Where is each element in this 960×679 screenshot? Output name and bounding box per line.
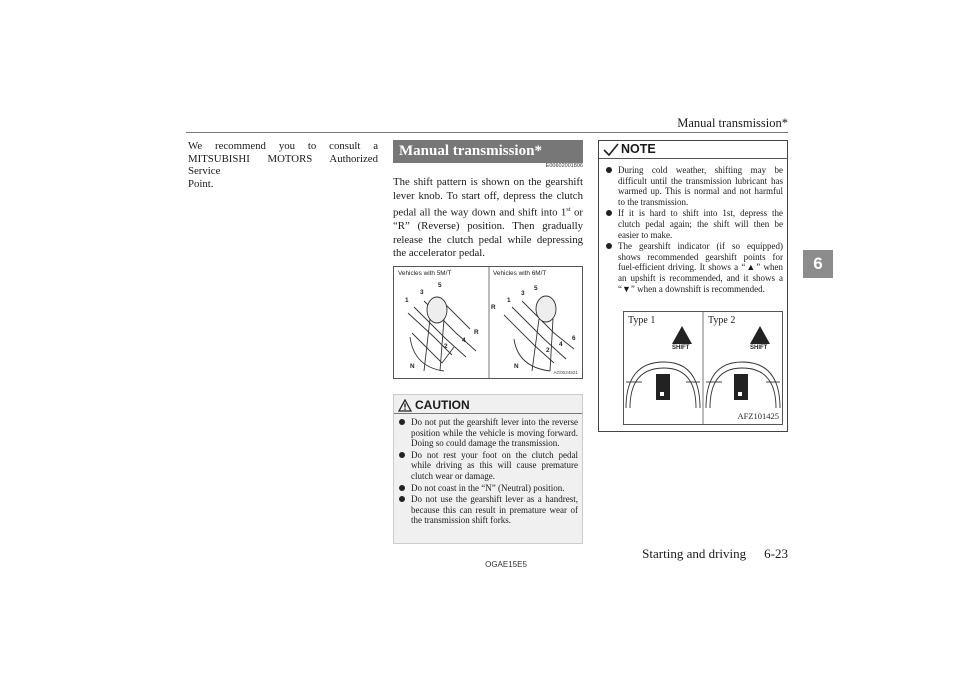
gear-6mt-1: 1 xyxy=(507,297,511,304)
note-header xyxy=(599,141,787,159)
gear-6mt-r: R xyxy=(491,304,496,311)
gear-5mt-n: N xyxy=(410,363,415,370)
header-rule xyxy=(186,132,788,133)
gear-6mt-4: 4 xyxy=(559,341,563,348)
note-item: The gearshift indicator (if so equipped) shows recommended gearshift points for fuel-efficient driving. It shows a “▲” when an upshift is recommended, and it shows a “▼” when a downshift is recommended. xyxy=(605,241,783,294)
caution-item: Do not rest your foot on the clutch pedal while driving as this will cause premature clutch wear or damage. xyxy=(398,450,578,482)
running-head-title: Manual transmission* xyxy=(677,116,788,130)
bullet-icon xyxy=(606,210,612,216)
warning-triangle-icon xyxy=(398,399,412,412)
gear-6mt-6: 6 xyxy=(572,335,576,342)
figure-label-5mt: Vehicles with 5M/T xyxy=(398,270,452,277)
footer-page-info xyxy=(600,546,788,562)
note-box xyxy=(598,140,788,432)
gear-6mt-2: 2 xyxy=(546,347,550,354)
note-check-icon xyxy=(603,143,619,157)
section-code: E00602001806 xyxy=(545,163,583,169)
gear-5mt-4: 4 xyxy=(462,337,466,344)
type1-label: Type 1 xyxy=(628,315,656,326)
figure-code: AG0024521 xyxy=(553,370,578,375)
type1-shift-label: SHIFT xyxy=(672,345,690,351)
caution-divider xyxy=(394,413,582,414)
note-figure-code: AFZ101425 xyxy=(737,411,779,421)
bullet-icon xyxy=(606,243,612,249)
section-body-part1: The shift pattern is shown on the gearshift lever knob. To start off, depress the clutch pedal all the way down and shift into 1 xyxy=(393,176,583,219)
shift-indicator-illustration xyxy=(624,312,782,424)
column1-paragraph xyxy=(188,140,378,190)
gear-6mt-5: 5 xyxy=(534,285,538,292)
chapter-tab: 6 xyxy=(803,250,833,278)
gearshift-illustration xyxy=(394,267,582,378)
bullet-icon xyxy=(606,167,612,173)
caution-box xyxy=(393,394,583,544)
bullet-icon xyxy=(399,419,405,425)
section-body-superscript: st xyxy=(566,206,571,213)
type2-label: Type 2 xyxy=(708,315,736,326)
section-body-part2: or “R” (Reverse) position. Then gradually release the clutch pedal while depressing the accelerator pedal. xyxy=(393,206,583,260)
footer-doc-code: OGAE15E5 xyxy=(485,560,527,569)
footer-section-name: Starting and driving xyxy=(642,546,747,561)
note-list xyxy=(605,165,783,295)
section-body xyxy=(393,176,583,261)
note-title: NOTE xyxy=(621,142,656,156)
shift-indicator-figure xyxy=(623,311,783,425)
bullet-icon xyxy=(399,452,405,458)
gear-5mt-r: R xyxy=(474,329,479,336)
bullet-icon xyxy=(399,485,405,491)
bullet-icon xyxy=(399,496,405,502)
note-item: During cold weather, shifting may be difficult until the transmission lubricant has warmed up. This is normal and not harmful to the transmission. xyxy=(605,165,783,207)
caution-item: Do not coast in the “N” (Neutral) position. xyxy=(398,483,578,494)
gear-5mt-3: 3 xyxy=(420,289,424,296)
caution-list xyxy=(398,417,578,527)
gear-6mt-n: N xyxy=(514,363,519,370)
note-item: If it is hard to shift into 1st, depress the clutch pedal again; the shift will then be easier to make. xyxy=(605,208,783,240)
gearshift-pattern-figure xyxy=(393,266,583,379)
caution-item: Do not put the gearshift lever into the reverse position while the vehicle is moving forward. Doing so could damage the transmission. xyxy=(398,417,578,449)
caution-item: Do not use the gearshift lever as a handrest, because this can result in premature wear of the transmission shift forks. xyxy=(398,494,578,526)
gear-5mt-1: 1 xyxy=(405,297,409,304)
caution-header xyxy=(398,397,578,413)
note-divider xyxy=(599,158,787,159)
caution-title: CAUTION xyxy=(415,398,470,412)
type2-shift-label: SHIFT xyxy=(750,345,768,351)
section-title: Manual transmission* xyxy=(393,140,583,163)
column1-text: We recommend you to consult a MITSUBISHI MOTORS Authorized Service xyxy=(188,140,378,178)
gear-5mt-5: 5 xyxy=(438,282,442,289)
column1-text-end: Point. xyxy=(188,177,214,190)
gear-6mt-3: 3 xyxy=(521,290,525,297)
gear-5mt-2: 2 xyxy=(444,343,448,350)
figure-label-6mt: Vehicles with 6M/T xyxy=(493,270,547,277)
footer-page-number: 6-23 xyxy=(764,546,788,561)
